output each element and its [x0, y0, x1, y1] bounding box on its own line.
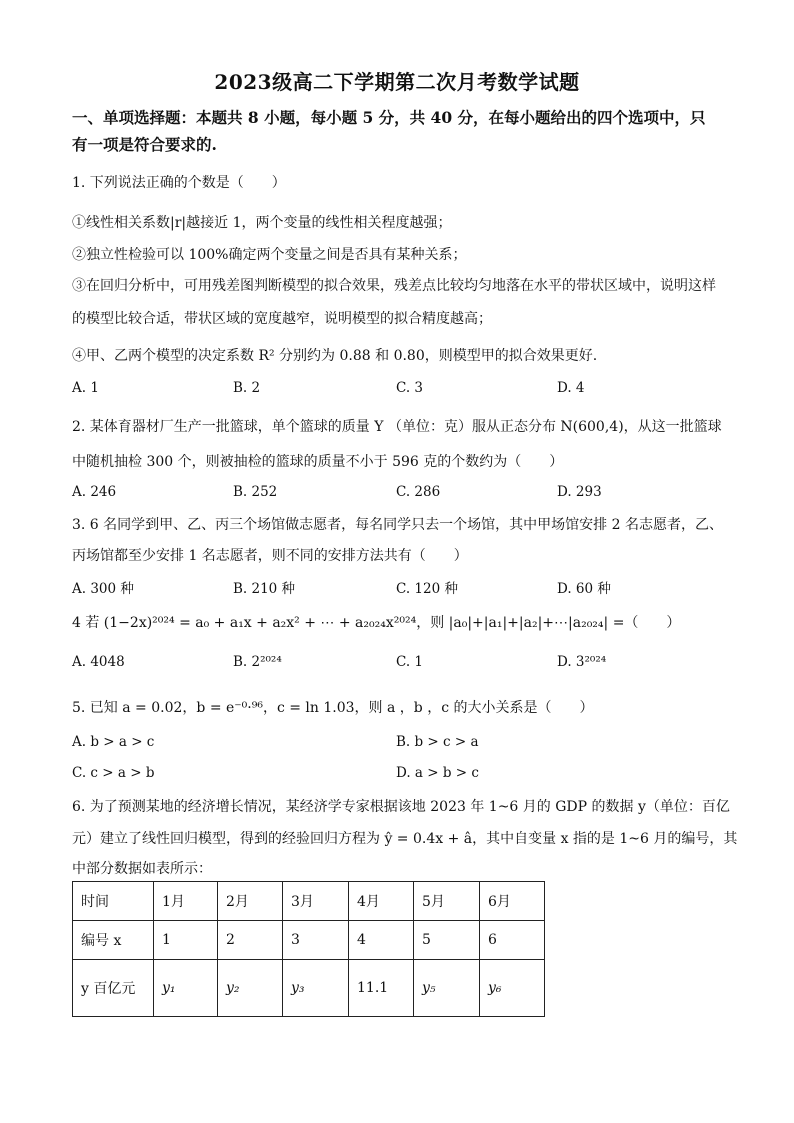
q1-option-d: D. 4	[557, 380, 585, 396]
table-row	[73, 882, 545, 921]
q1-option-c: C. 3	[396, 380, 424, 396]
q1-option-a: A. 1	[72, 380, 99, 396]
number-cell: 1	[154, 921, 218, 960]
q5-option-c: C. c > a > b	[72, 765, 155, 781]
y-value-cell: y₆	[480, 960, 545, 1017]
q3-option-d: D. 60 种	[557, 581, 611, 597]
q1-statement-3b: 的模型比较合适，带状区域的宽度越窄，说明模型的拟合精度越高；	[72, 311, 492, 327]
q3-stem-line1: 3. 6 名同学到甲、乙、丙三个场馆做志愿者，每名同学只去一个场馆，其中甲场馆安排 2 名志愿者，乙、	[72, 517, 723, 533]
page-title: 2023级高二下学期第二次月考数学试题	[214, 70, 580, 94]
section-heading-line1: 一、单项选择题：本题共 8 小题，每小题 5 分，共 40 分，在每小题给出的四个选项中，只	[72, 108, 706, 127]
q5-option-a: A. b > a > c	[72, 734, 155, 750]
q4-option-d: D. 3²⁰²⁴	[557, 654, 607, 670]
number-cell: 4	[349, 921, 414, 960]
q4-option-a: A. 4048	[72, 654, 125, 670]
q6-stem-line3: 中部分数据如表所示：	[72, 861, 212, 877]
q1-statement-4: ④甲、乙两个模型的决定系数 R² 分别约为 0.88 和 0.80，则模型甲的拟合效果更好.	[72, 348, 598, 364]
table-row	[73, 921, 545, 960]
row-header-y: y 百亿元	[73, 960, 154, 1017]
y-value-cell: y₃	[283, 960, 349, 1017]
q2-option-c: C. 286	[396, 484, 441, 500]
number-cell: 2	[218, 921, 283, 960]
number-cell: 3	[283, 921, 349, 960]
q6-data-table	[72, 881, 545, 1017]
q4-stem: 4 若 (1−2x)²⁰²⁴ = a₀ + a₁x + a₂x² + ⋯ + a₂₀₂₄x²⁰²⁴，则 |a₀|+|a₁|+|a₂|+⋯|a₂₀₂₄| =（ ）	[72, 615, 681, 631]
q3-option-a: A. 300 种	[72, 581, 134, 597]
y-value-cell: y₅	[414, 960, 480, 1017]
month-cell: 3月	[283, 882, 349, 921]
q5-stem: 5. 已知 a = 0.02，b = e⁻⁰·⁹⁶，c = ln 1.03，则 a ，b ，c 的大小关系是（ ）	[72, 700, 594, 716]
q4-option-c: C. 1	[396, 654, 424, 670]
number-cell: 5	[414, 921, 480, 960]
number-cell: 6	[480, 921, 545, 960]
q3-option-c: C. 120 种	[396, 581, 458, 597]
q2-option-d: D. 293	[557, 484, 602, 500]
q1-statement-3a: ③在回归分析中，可用残差图判断模型的拟合效果，残差点比较均匀地落在水平的带状区域中，说明这样	[72, 278, 716, 294]
q3-stem-line2: 丙场馆都至少安排 1 名志愿者，则不同的安排方法共有（ ）	[72, 548, 468, 564]
month-cell: 2月	[218, 882, 283, 921]
q2-option-a: A. 246	[72, 484, 117, 500]
section-heading	[72, 104, 722, 158]
q6-stem-line1: 6. 为了预测某地的经济增长情况，某经济学专家根据该地 2023 年 1~6 月的 GDP 的数据 y（单位：百亿	[72, 799, 730, 815]
month-cell: 5月	[414, 882, 480, 921]
q1-statement-1: ①线性相关系数|r|越接近 1，两个变量的线性相关程度越强；	[72, 215, 452, 231]
row-header-time: 时间	[73, 882, 154, 921]
y-value-cell: y₁	[154, 960, 218, 1017]
q2-option-b: B. 252	[233, 484, 278, 500]
q5-option-d: D. a > b > c	[396, 765, 479, 781]
q1-stem: 1. 下列说法正确的个数是（ ）	[72, 175, 286, 191]
row-header-number: 编号 x	[73, 921, 154, 960]
month-cell: 1月	[154, 882, 218, 921]
q2-stem-line1: 2. 某体育器材厂生产一批篮球，单个篮球的质量 Y （单位：克）服从正态分布 N(600,4)，从这一批篮球	[72, 419, 722, 435]
q3-option-b: B. 210 种	[233, 581, 296, 597]
section-heading-line2: 有一项是符合要求的.	[72, 135, 217, 154]
q4-option-b: B. 2²⁰²⁴	[233, 654, 282, 670]
y-value-cell: y₂	[218, 960, 283, 1017]
q2-stem-line2: 中随机抽检 300 个，则被抽检的篮球的质量不小于 596 克的个数约为（ ）	[72, 454, 564, 470]
month-cell: 4月	[349, 882, 414, 921]
q1-statement-2: ②独立性检验可以 100%确定两个变量之间是否具有某种关系；	[72, 247, 467, 263]
month-cell: 6月	[480, 882, 545, 921]
y-value-cell: 11.1	[349, 960, 414, 1017]
q5-option-b: B. b > c > a	[396, 734, 479, 750]
q1-option-b: B. 2	[233, 380, 261, 396]
table-row	[73, 960, 545, 1017]
q6-stem-line2: 元）建立了线性回归模型，得到的经验回归方程为 ŷ = 0.4x + â，其中自变量 x 指的是 1~6 月的编号，其	[72, 831, 738, 847]
